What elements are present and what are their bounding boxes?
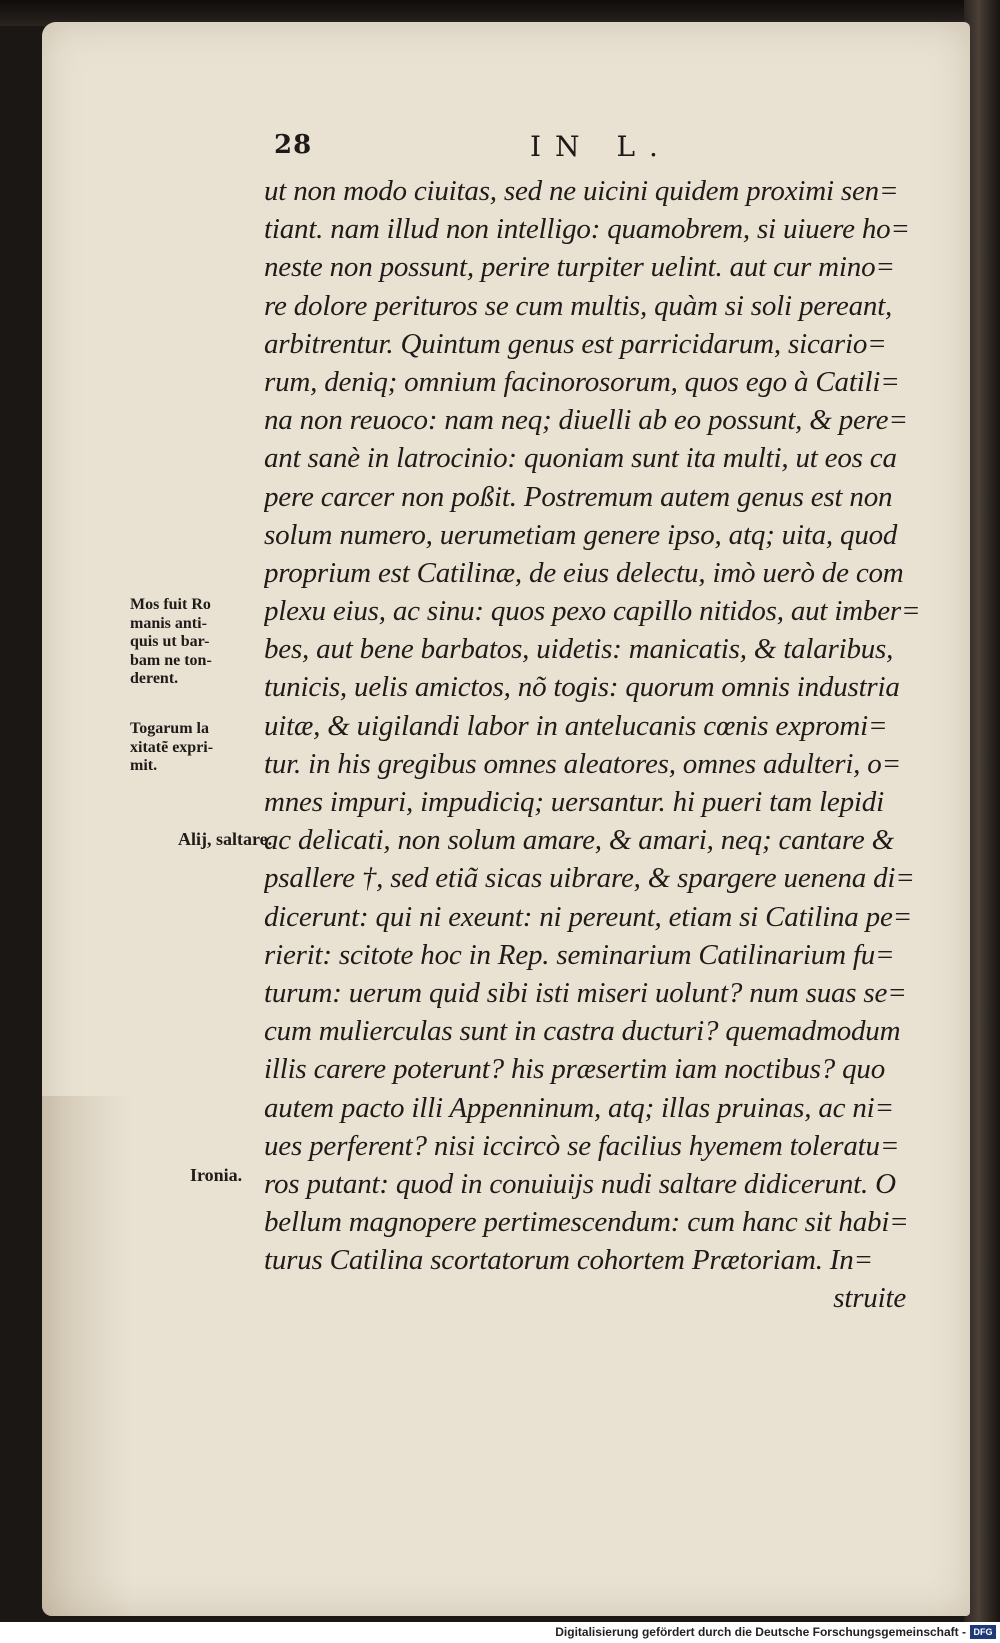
text-line: na non reuoco: nam neq; diuelli ab eo possunt, & pere= bbox=[264, 404, 908, 437]
text-line: neste non possunt, perire turpiter uelint. aut cur mino= bbox=[264, 251, 895, 284]
text-line: ues perferent? nisi iccircò se facilius hyemem toleratu= bbox=[264, 1129, 900, 1162]
margin-note-togarum bbox=[130, 720, 270, 776]
margin-note-line: bam ne ton- bbox=[130, 651, 212, 669]
text-line: bes, aut bene barbatos, uidetis: manicatis, & talaribus, bbox=[264, 633, 894, 666]
text-line: illis carere poterunt? his præsertim iam noctibus? quo bbox=[264, 1053, 886, 1086]
margin-note-line: quis ut bar- bbox=[130, 633, 210, 650]
text-line: psallere †, sed etiã sicas uibrare, & spargere uenena di= bbox=[264, 862, 915, 895]
text-line: autem pacto illi Appenninum, atq; illas pruinas, ac ni= bbox=[264, 1091, 894, 1124]
text-line: bellum magnopere pertimescendum: cum hanc sit habi= bbox=[264, 1206, 909, 1239]
page-header bbox=[42, 130, 970, 170]
page-number: 28 bbox=[274, 130, 313, 160]
text-line: struite bbox=[833, 1282, 906, 1315]
text-line: turus Catilina scortatorum cohortem Prætoriam. In= bbox=[264, 1244, 873, 1277]
footer-credit: Digitalisierung gefördert durch die Deutsche Forschungsgemeinschaft - bbox=[555, 1625, 966, 1639]
text-line: dicerunt: qui ni exeunt: ni pereunt, etiam si Catilina pe= bbox=[264, 900, 912, 933]
book-page bbox=[42, 22, 970, 1616]
margin-note-line: xitatẽ expri- bbox=[130, 738, 214, 756]
text-line: turum: uerum quid sibi isti miseri uolunt? num suas se= bbox=[264, 976, 907, 1009]
text-line: proprium est Catilinæ, de eius delectu, imò uerò de com bbox=[264, 556, 904, 589]
dfg-logo-icon: DFG bbox=[970, 1625, 996, 1639]
digitization-footer bbox=[0, 1622, 1000, 1643]
text-line: cum mulierculas sunt in castra ducturi? quemadmodum bbox=[264, 1015, 901, 1048]
text-line: solum numero, uerumetiam genere ipso, atq; uita, quod bbox=[264, 518, 898, 551]
text-line: re dolore perituros se cum multis, quàm si soli pereant, bbox=[264, 289, 893, 322]
margin-note-line: mit. bbox=[130, 757, 158, 774]
main-text-block bbox=[264, 172, 924, 1318]
text-line: uitæ, & uigilandi labor in antelucanis cœnis expromi= bbox=[264, 709, 888, 742]
text-line: tiant. nam illud non intelligo: quamobrem, si uiuere ho= bbox=[264, 213, 910, 246]
text-line: tunicis, uelis amictos, nõ togis: quorum omnis industria bbox=[264, 671, 900, 704]
margin-note-ironia: Ironia. bbox=[190, 1165, 243, 1185]
margin-note-line: Togarum la bbox=[130, 720, 209, 737]
text-line: arbitrentur. Quintum genus est parricidarum, sicario= bbox=[264, 327, 887, 360]
text-line: ac delicati, non solum amare, & amari, neq; cantare & bbox=[264, 824, 894, 857]
text-line: tur. in his gregibus omnes aleatores, omnes adulteri, o= bbox=[264, 747, 901, 780]
margin-note-alij: Alij, saltare. bbox=[178, 829, 273, 849]
text-line: mnes impuri, impudiciq; uersantur. hi pueri tam lepidi bbox=[264, 786, 884, 818]
margin-note-line: manis anti- bbox=[130, 614, 207, 632]
margin-note-mos bbox=[130, 596, 270, 689]
text-line: ant sanè in latrocinio: quoniam sunt ita multi, ut eos ca bbox=[264, 442, 897, 475]
text-line: ros putant: quod in conuiuijs nudi saltare didicerunt. O bbox=[264, 1167, 896, 1200]
text-line: pere carcer non poßit. Postremum autem genus est non bbox=[264, 480, 893, 513]
margin-note-line: derent. bbox=[130, 670, 179, 687]
margin-note-line: Mos fuit Ro bbox=[130, 596, 211, 613]
text-line: rierit: scitote hoc in Rep. seminarium Catilinarium fu= bbox=[264, 938, 895, 971]
running-head: IN L. bbox=[530, 130, 672, 163]
text-line: plexu eius, ac sinu: quos pexo capillo nitidos, aut imber= bbox=[264, 595, 921, 628]
text-line: ut non modo ciuitas, sed ne uicini quidem proximi sen= bbox=[264, 175, 899, 207]
text-line: rum, deniq; omnium facinorosorum, quos ego à Catili= bbox=[264, 365, 900, 398]
